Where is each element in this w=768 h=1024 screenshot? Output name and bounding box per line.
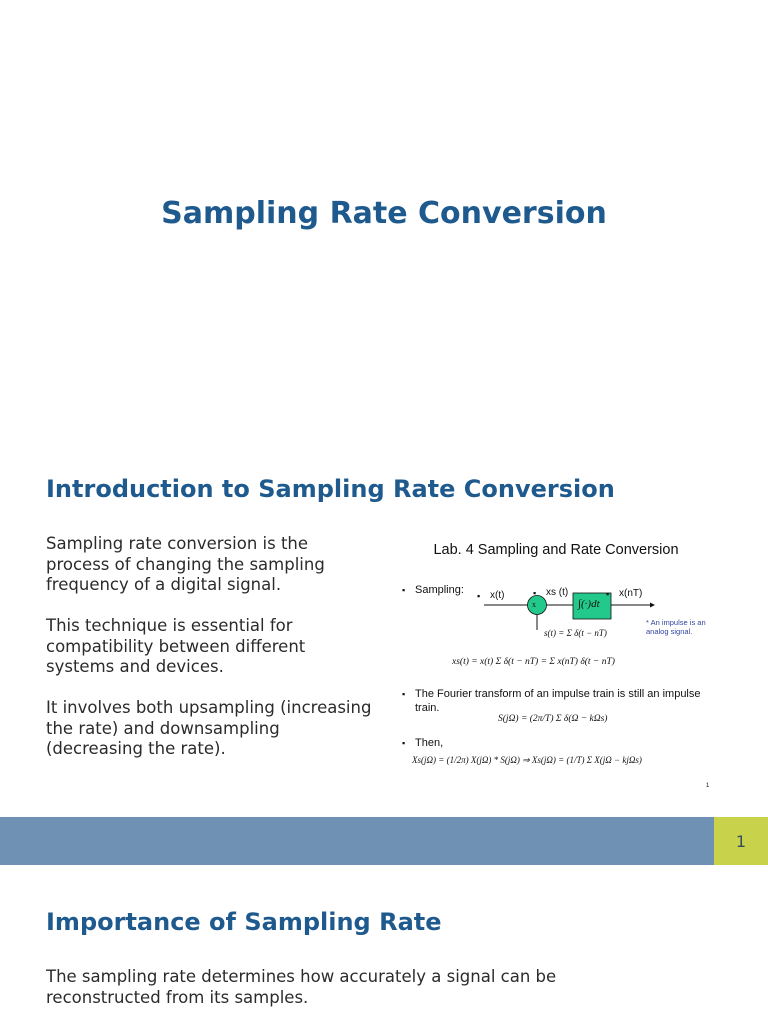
signal-xs-t: ▪ xs (t) [546,586,568,600]
integrator-label: ∫(·)dt [578,598,600,610]
bullet-sampling: ▪ Sampling: [415,583,464,597]
impulse-train-equation: s(t) = Σ δ(t − nT) [544,628,607,638]
intro-paragraph-1: Sampling rate conversion is the process of changing the sampling frequency of a digital signal. [46,534,325,594]
impulse-note: * An impulse is an analog signal. [646,618,706,636]
fourier-equation: S(jΩ) = (2π/T) Σ δ(Ω − kΩs) [498,714,608,724]
slide-title: Sampling Rate Conversion [161,196,607,231]
then-equation: Xs(jΩ) = (1/2π) X(jΩ) * S(jΩ) ⇒ Xs(jΩ) = (1/T) Σ X(jΩ − kjΩs) [412,755,642,765]
intro-paragraph-3: It involves both upsampling (increasing the rate) and downsampling (decreasing the rate). [46,698,372,758]
sampled-signal-equation: xs(t) = x(t) Σ δ(t − nT) = Σ x(nT) δ(t − nT) [452,657,615,667]
footer-bar [0,817,714,865]
importance-paragraph: The sampling rate determines how accurately a signal can be reconstructed from its samples. [46,967,557,1007]
figure-title: Lab. 4 Sampling and Rate Conversion [433,542,679,558]
output-arrow [650,603,655,608]
signal-x-nT: ▪ x(nT) [619,587,642,601]
figure-corner-number: 1 [706,783,710,789]
multiplier-label: x [532,600,536,609]
bullet-then: ▪ Then, [415,736,443,750]
lab-figure [398,532,714,798]
intro-paragraph-2: This technique is essential for compatibility between different systems and devices. [46,616,306,676]
section-heading-introduction: Introduction to Sampling Rate Conversion [46,475,615,503]
multiplier-node [528,596,547,615]
signal-x-t: ▪ x(t) [490,589,504,603]
page-number: 1 [714,817,768,865]
section-heading-importance: Importance of Sampling Rate [46,908,442,936]
bullet-fourier: ▪ The Fourier transform of an impulse train is still an impulse train. [415,687,705,715]
